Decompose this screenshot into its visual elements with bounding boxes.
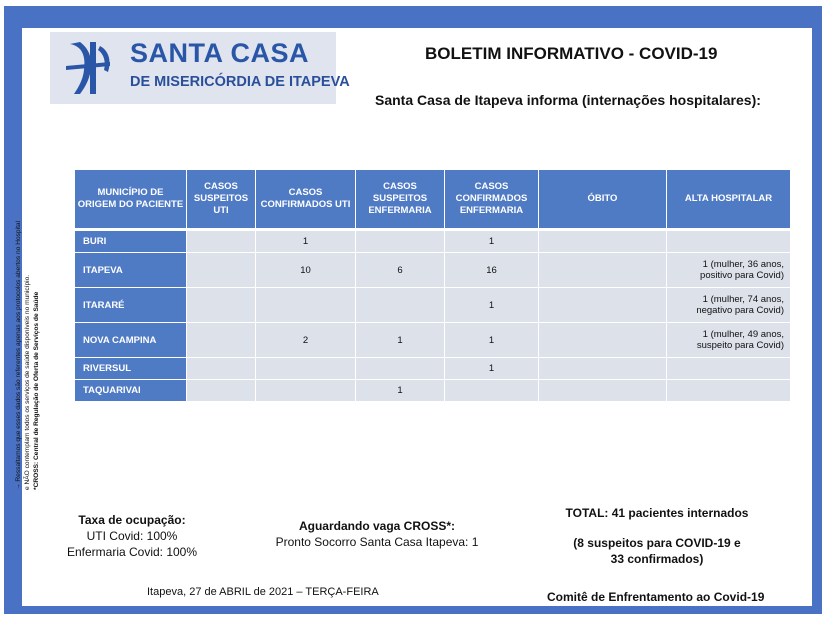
total-line: TOTAL: 41 pacientes internados: [565, 506, 749, 520]
municipio-cell: RIVERSUL: [75, 358, 187, 380]
cases-table: [75, 170, 791, 402]
total-breakdown-2: 33 confirmados): [610, 552, 704, 566]
confirmados-uti-cell: 10: [256, 253, 356, 288]
confirmados-enfermaria-cell: 1: [445, 358, 539, 380]
municipio-cell: TAQUARIVAI: [75, 380, 187, 402]
municipio-cell: ITAPEVA: [75, 253, 187, 288]
alta-cell: [667, 231, 791, 253]
suspeitos-uti-cell: [187, 288, 256, 323]
header-confirmados-uti: CASOS CONFIRMADOS UTI: [256, 170, 356, 231]
confirmados-enfermaria-cell: 1: [445, 231, 539, 253]
confirmados-uti-cell: 2: [256, 323, 356, 358]
santa-casa-logo: [50, 32, 350, 104]
obito-cell: [539, 323, 667, 358]
header-confirmados-enfermaria: CASOS CONFIRMADOS ENFERMARIA: [445, 170, 539, 231]
awaiting-value: Pronto Socorro Santa Casa Itapeva: 1: [275, 535, 479, 549]
bulletin-title: BOLETIM INFORMATIVO - COVID-19: [425, 44, 718, 63]
suspeitos-enfermaria-cell: 1: [356, 323, 445, 358]
suspeitos-uti-cell: [187, 253, 256, 288]
header-suspeitos-uti: CASOS SUSPEITOS UTI: [187, 170, 256, 231]
obito-cell: [539, 253, 667, 288]
table-row: [75, 323, 791, 358]
header-obito: ÓBITO: [539, 170, 667, 231]
confirmados-enfermaria-cell: [445, 380, 539, 402]
suspeitos-enfermaria-cell: [356, 288, 445, 323]
slide-frame: [4, 6, 822, 614]
committee-name: Comitê de Enfrentamento ao Covid-19: [547, 590, 765, 604]
table-row: [75, 253, 791, 288]
occupancy-enfermaria: Enfermaria Covid: 100%: [66, 545, 198, 559]
confirmados-uti-cell: 1: [256, 231, 356, 253]
municipio-cell: BURI: [75, 231, 187, 253]
suspeitos-enfermaria-cell: [356, 358, 445, 380]
suspeitos-uti-cell: [187, 231, 256, 253]
header-municipio: MUNICÍPIO DE ORIGEM DO PACIENTE: [75, 170, 187, 231]
alta-cell: 1 (mulher, 36 anos, positivo para Covid): [667, 253, 791, 288]
confirmados-enfermaria-cell: 1: [445, 323, 539, 358]
confirmados-enfermaria-cell: 1: [445, 288, 539, 323]
alta-cell: 1 (mulher, 74 anos, negativo para Covid): [667, 288, 791, 323]
table-header-row: [75, 170, 791, 231]
alta-cell: 1 (mulher, 49 anos, suspeito para Covid): [667, 323, 791, 358]
awaiting-heading: Aguardando vaga CROSS*:: [298, 519, 456, 533]
municipio-cell: ITARARÉ: [75, 288, 187, 323]
occupancy-heading: Taxa de ocupação:: [78, 513, 186, 527]
suspeitos-uti-cell: [187, 380, 256, 402]
header-alta: ALTA HOSPITALAR: [667, 170, 791, 231]
suspeitos-enfermaria-cell: 6: [356, 253, 445, 288]
header-suspeitos-enfermaria: CASOS SUSPEITOS ENFERMARIA: [356, 170, 445, 231]
suspeitos-enfermaria-cell: 1: [356, 380, 445, 402]
confirmados-uti-cell: [256, 380, 356, 402]
obito-cell: [539, 380, 667, 402]
bulletin-slide: [15, 28, 812, 606]
obito-cell: [539, 231, 667, 253]
logo-title: SANTA CASA: [130, 38, 309, 68]
occupancy-uti: UTI Covid: 100%: [86, 529, 178, 543]
table-row: [75, 380, 791, 402]
side-note-line-3: *CROSS: Central de Regulação de Oferta de Serviços de Saúde: [33, 291, 40, 490]
confirmados-uti-cell: [256, 288, 356, 323]
obito-cell: [539, 358, 667, 380]
table-row: [75, 358, 791, 380]
bulletin-date: Itapeva, 27 de ABRIL de 2021 – TERÇA-FEIRA: [147, 586, 379, 598]
alta-cell: [667, 358, 791, 380]
confirmados-enfermaria-cell: 16: [445, 253, 539, 288]
suspeitos-enfermaria-cell: [356, 231, 445, 253]
municipio-cell: NOVA CAMPINA: [75, 323, 187, 358]
total-summary: [542, 505, 772, 567]
bulletin-subtitle: Santa Casa de Itapeva informa (internações hospitalares):: [375, 92, 761, 108]
side-note-line-1: → Ressaltamos que esses dados são referentes apenas aos protocolos abertos no Hospital: [15, 220, 22, 490]
table-row: [75, 231, 791, 253]
confirmados-uti-cell: [256, 358, 356, 380]
table-row: [75, 288, 791, 323]
occupancy-rate: [52, 512, 212, 560]
suspeitos-uti-cell: [187, 323, 256, 358]
total-breakdown-1: (8 suspeitos para COVID-19 e: [573, 536, 741, 550]
obito-cell: [539, 288, 667, 323]
cross-logo-icon: [56, 36, 120, 100]
alta-cell: [667, 380, 791, 402]
awaiting-cross: [242, 518, 512, 550]
suspeitos-uti-cell: [187, 358, 256, 380]
side-note: [14, 170, 58, 490]
logo-subtitle: DE MISERICÓRDIA DE ITAPEVA: [130, 74, 350, 90]
side-note-line-2: e NÃO contemplam todos os serviços de saúde disponíveis no município.: [24, 274, 31, 490]
